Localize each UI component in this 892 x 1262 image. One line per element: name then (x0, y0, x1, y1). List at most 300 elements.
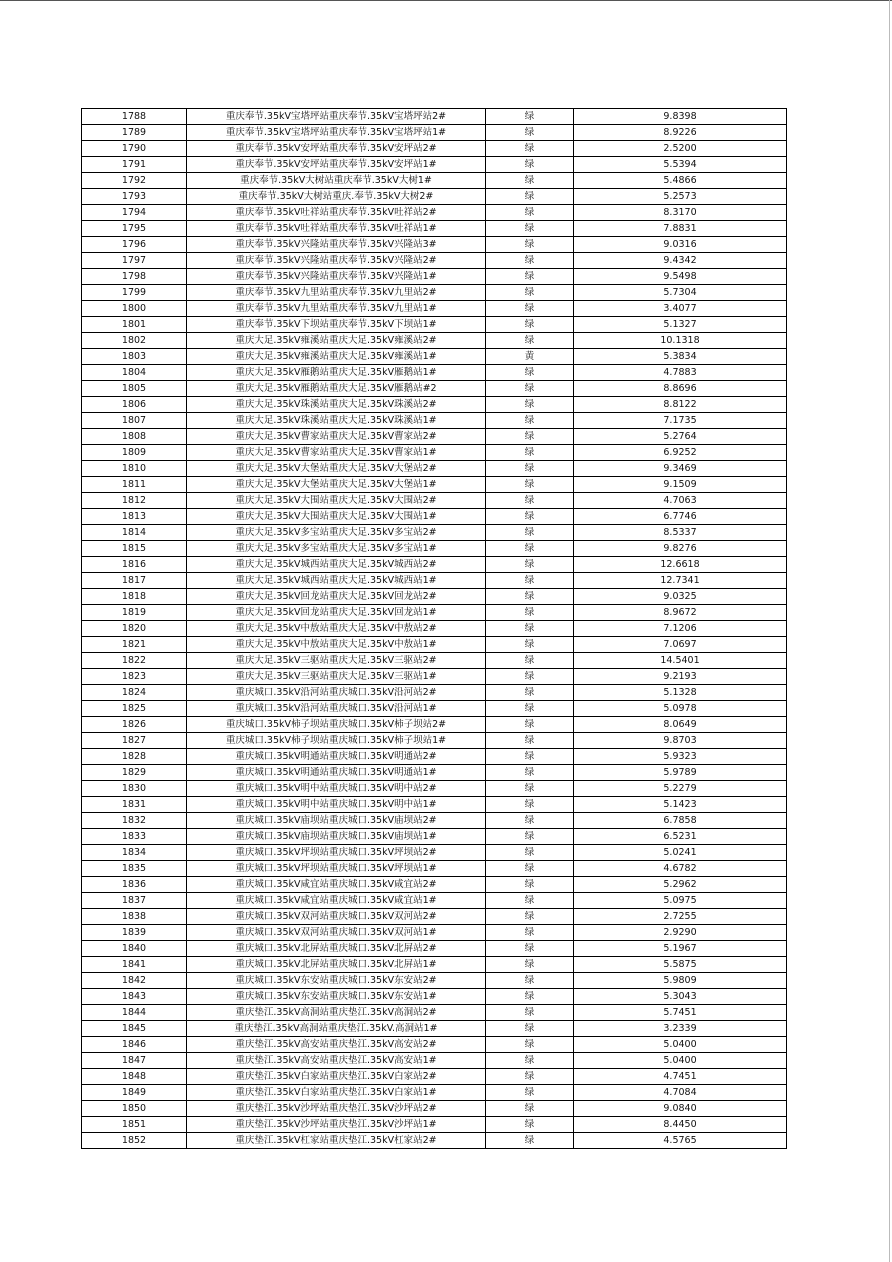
status-cell: 绿 (486, 509, 574, 525)
station-name-cell: 重庆垫江.35kV高安站重庆垫江.35kV高安站1# (187, 1053, 486, 1069)
value-cell: 5.3043 (574, 989, 787, 1005)
value-cell: 8.5337 (574, 525, 787, 541)
value-cell: 7.8831 (574, 221, 787, 237)
station-name-cell: 重庆垫江.35kV高洞站重庆垫江.35kV高洞站2# (187, 1005, 486, 1021)
row-index-cell: 1791 (82, 157, 187, 173)
table-row (82, 589, 787, 605)
row-index-cell: 1798 (82, 269, 187, 285)
status-cell: 绿 (486, 189, 574, 205)
status-cell: 绿 (486, 877, 574, 893)
value-cell: 9.4342 (574, 253, 787, 269)
value-cell: 8.8696 (574, 381, 787, 397)
row-index-cell: 1838 (82, 909, 187, 925)
status-cell: 绿 (486, 1085, 574, 1101)
status-cell: 绿 (486, 669, 574, 685)
value-cell: 5.4866 (574, 173, 787, 189)
status-cell: 绿 (486, 685, 574, 701)
table-row (82, 317, 787, 333)
value-cell: 5.1328 (574, 685, 787, 701)
station-name-cell: 重庆垫江.35kV沙坪站重庆垫江.35kV沙坪站1# (187, 1117, 486, 1133)
value-cell: 3.2339 (574, 1021, 787, 1037)
station-name-cell: 重庆大足.35kV城西站重庆大足.35kV城西站2# (187, 557, 486, 573)
value-cell: 14.5401 (574, 653, 787, 669)
value-cell: 4.6782 (574, 861, 787, 877)
row-index-cell: 1790 (82, 141, 187, 157)
row-index-cell: 1846 (82, 1037, 187, 1053)
status-cell: 绿 (486, 1133, 574, 1149)
status-cell: 绿 (486, 221, 574, 237)
table-row (82, 957, 787, 973)
status-cell: 绿 (486, 829, 574, 845)
value-cell: 9.0840 (574, 1101, 787, 1117)
status-cell: 绿 (486, 941, 574, 957)
table-row (82, 381, 787, 397)
value-cell: 9.8398 (574, 109, 787, 125)
status-cell: 绿 (486, 957, 574, 973)
row-index-cell: 1817 (82, 573, 187, 589)
table-row (82, 445, 787, 461)
row-index-cell: 1832 (82, 813, 187, 829)
value-cell: 5.7304 (574, 285, 787, 301)
table-row (82, 1005, 787, 1021)
value-cell: 5.7451 (574, 1005, 787, 1021)
status-cell: 绿 (486, 861, 574, 877)
table-row (82, 205, 787, 221)
station-name-cell: 重庆城口.35kV双河站重庆城口.35kV双河站1# (187, 925, 486, 941)
value-cell: 5.2573 (574, 189, 787, 205)
status-cell: 绿 (486, 141, 574, 157)
station-name-cell: 重庆城口.35kV明中站重庆城口.35kV明中站1# (187, 797, 486, 813)
table-row (82, 125, 787, 141)
station-name-cell: 重庆奉节.35kV宝塔坪站重庆奉节.35kV宝塔坪站1# (187, 125, 486, 141)
station-name-cell: 重庆奉节.35kV吐祥站重庆奉节.35kV吐祥站1# (187, 221, 486, 237)
status-cell: 绿 (486, 493, 574, 509)
value-cell: 5.9323 (574, 749, 787, 765)
table-row (82, 397, 787, 413)
status-cell: 绿 (486, 749, 574, 765)
station-name-cell: 重庆奉节.35kV吐祥站重庆奉节.35kV吐祥站2# (187, 205, 486, 221)
station-name-cell: 重庆垫江.35kV白家站重庆垫江.35kV白家站2# (187, 1069, 486, 1085)
data-table (81, 108, 787, 1149)
table-row (82, 237, 787, 253)
page-top-border (0, 0, 892, 1)
row-index-cell: 1795 (82, 221, 187, 237)
status-cell: 绿 (486, 765, 574, 781)
row-index-cell: 1837 (82, 893, 187, 909)
value-cell: 7.0697 (574, 637, 787, 653)
value-cell: 5.0400 (574, 1037, 787, 1053)
status-cell: 绿 (486, 621, 574, 637)
station-name-cell: 重庆城口.35kV明中站重庆城口.35kV明中站2# (187, 781, 486, 797)
status-cell: 绿 (486, 797, 574, 813)
row-index-cell: 1820 (82, 621, 187, 637)
station-name-cell: 重庆大足.35kV雁鹅站重庆大足.35kV雁鹅站#2 (187, 381, 486, 397)
status-cell: 绿 (486, 429, 574, 445)
value-cell: 7.1206 (574, 621, 787, 637)
station-name-cell: 重庆城口.35kV坪坝站重庆城口.35kV坪坝站2# (187, 845, 486, 861)
table-row (82, 301, 787, 317)
value-cell: 9.5498 (574, 269, 787, 285)
value-cell: 5.5394 (574, 157, 787, 173)
station-name-cell: 重庆垫江.35kV沙坪站重庆垫江.35kV沙坪站2# (187, 1101, 486, 1117)
status-cell: 绿 (486, 557, 574, 573)
value-cell: 5.3834 (574, 349, 787, 365)
table-row (82, 157, 787, 173)
table-row (82, 733, 787, 749)
station-name-cell: 重庆大足.35kV回龙站重庆大足.35kV回龙站1# (187, 605, 486, 621)
station-name-cell: 重庆垫江.35kV白家站重庆垫江.35kV白家站1# (187, 1085, 486, 1101)
station-name-cell: 重庆城口.35kV东安站重庆城口.35kV东安站2# (187, 973, 486, 989)
value-cell: 5.1423 (574, 797, 787, 813)
table-row (82, 1037, 787, 1053)
status-cell: 绿 (486, 637, 574, 653)
table-row (82, 477, 787, 493)
table-row (82, 621, 787, 637)
row-index-cell: 1794 (82, 205, 187, 221)
row-index-cell: 1799 (82, 285, 187, 301)
row-index-cell: 1801 (82, 317, 187, 333)
table-row (82, 781, 787, 797)
table-row (82, 717, 787, 733)
station-name-cell: 重庆奉节.35kV九里站重庆奉节.35kV九里站2# (187, 285, 486, 301)
table-row (82, 1085, 787, 1101)
status-cell: 绿 (486, 1101, 574, 1117)
row-index-cell: 1828 (82, 749, 187, 765)
status-cell: 绿 (486, 333, 574, 349)
row-index-cell: 1823 (82, 669, 187, 685)
row-index-cell: 1808 (82, 429, 187, 445)
table-row (82, 493, 787, 509)
station-name-cell: 重庆垫江.35kV高安站重庆垫江.35kV高安站2# (187, 1037, 486, 1053)
status-cell: 绿 (486, 205, 574, 221)
value-cell: 5.2962 (574, 877, 787, 893)
value-cell: 6.7858 (574, 813, 787, 829)
row-index-cell: 1797 (82, 253, 187, 269)
table-row (82, 1069, 787, 1085)
row-index-cell: 1818 (82, 589, 187, 605)
station-name-cell: 重庆奉节.35kV大树站重庆.奉节.35kV大树2# (187, 189, 486, 205)
table-row (82, 461, 787, 477)
status-cell: 绿 (486, 157, 574, 173)
status-cell: 绿 (486, 365, 574, 381)
table-row (82, 973, 787, 989)
row-index-cell: 1788 (82, 109, 187, 125)
table-row (82, 541, 787, 557)
status-cell: 绿 (486, 125, 574, 141)
row-index-cell: 1813 (82, 509, 187, 525)
station-name-cell: 重庆大足.35kV雁鹅站重庆大足.35kV雁鹅站1# (187, 365, 486, 381)
status-cell: 绿 (486, 397, 574, 413)
table-row (82, 765, 787, 781)
table-row (82, 173, 787, 189)
row-index-cell: 1850 (82, 1101, 187, 1117)
table-row (82, 349, 787, 365)
value-cell: 9.8276 (574, 541, 787, 557)
station-name-cell: 重庆城口.35kV庙坝站重庆城口.35kV庙坝站2# (187, 813, 486, 829)
station-name-cell: 重庆大足.35kV多宝站重庆大足.35kV多宝站2# (187, 525, 486, 541)
status-cell: 绿 (486, 701, 574, 717)
station-name-cell: 重庆奉节.35kV下坝站重庆奉节.35kV下坝站1# (187, 317, 486, 333)
table-row (82, 109, 787, 125)
table-row (82, 573, 787, 589)
row-index-cell: 1805 (82, 381, 187, 397)
table-row (82, 941, 787, 957)
station-name-cell: 重庆城口.35kV双河站重庆城口.35kV双河站2# (187, 909, 486, 925)
station-name-cell: 重庆大足.35kV大堡站重庆大足.35kV大堡站2# (187, 461, 486, 477)
value-cell: 7.1735 (574, 413, 787, 429)
status-cell: 绿 (486, 1053, 574, 1069)
row-index-cell: 1845 (82, 1021, 187, 1037)
table-row (82, 637, 787, 653)
status-cell: 绿 (486, 813, 574, 829)
table-row (82, 653, 787, 669)
row-index-cell: 1809 (82, 445, 187, 461)
status-cell: 绿 (486, 461, 574, 477)
status-cell: 绿 (486, 381, 574, 397)
value-cell: 8.8122 (574, 397, 787, 413)
value-cell: 9.0316 (574, 237, 787, 253)
station-name-cell: 重庆奉节.35kV大树站重庆奉节.35kV大树1# (187, 173, 486, 189)
status-cell: 绿 (486, 269, 574, 285)
value-cell: 5.0978 (574, 701, 787, 717)
station-name-cell: 重庆城口.35kV咸宜站重庆城口.35kV咸宜站1# (187, 893, 486, 909)
station-name-cell: 重庆城口.35kV柿子坝站重庆城口.35kV柿子坝站1# (187, 733, 486, 749)
status-cell: 绿 (486, 1117, 574, 1133)
table-row (82, 685, 787, 701)
row-index-cell: 1815 (82, 541, 187, 557)
value-cell: 5.9789 (574, 765, 787, 781)
row-index-cell: 1841 (82, 957, 187, 973)
station-name-cell: 重庆大足.35kV中敖站重庆大足.35kV中敖站1# (187, 637, 486, 653)
station-name-cell: 重庆城口.35kV咸宜站重庆城口.35kV咸宜站2# (187, 877, 486, 893)
value-cell: 2.9290 (574, 925, 787, 941)
status-cell: 绿 (486, 525, 574, 541)
value-cell: 5.0975 (574, 893, 787, 909)
table-row (82, 1053, 787, 1069)
status-cell: 绿 (486, 653, 574, 669)
row-index-cell: 1830 (82, 781, 187, 797)
station-name-cell: 重庆奉节.35kV安坪站重庆奉节.35kV安坪站2# (187, 141, 486, 157)
row-index-cell: 1803 (82, 349, 187, 365)
table-row (82, 669, 787, 685)
value-cell: 5.1327 (574, 317, 787, 333)
row-index-cell: 1819 (82, 605, 187, 621)
status-cell: 绿 (486, 301, 574, 317)
value-cell: 5.0400 (574, 1053, 787, 1069)
value-cell: 3.4077 (574, 301, 787, 317)
row-index-cell: 1824 (82, 685, 187, 701)
table-row (82, 413, 787, 429)
status-cell: 绿 (486, 1037, 574, 1053)
station-name-cell: 重庆城口.35kV明通站重庆城口.35kV明通站2# (187, 749, 486, 765)
value-cell: 8.9226 (574, 125, 787, 141)
row-index-cell: 1826 (82, 717, 187, 733)
station-name-cell: 重庆垫江.35kV杠家站重庆垫江.35kV杠家站2# (187, 1133, 486, 1149)
table-row (82, 1101, 787, 1117)
value-cell: 8.3170 (574, 205, 787, 221)
row-index-cell: 1812 (82, 493, 187, 509)
station-name-cell: 重庆城口.35kV北屏站重庆城口.35kV北屏站2# (187, 941, 486, 957)
row-index-cell: 1811 (82, 477, 187, 493)
station-name-cell: 重庆奉节.35kV安坪站重庆奉节.35kV安坪站1# (187, 157, 486, 173)
row-index-cell: 1822 (82, 653, 187, 669)
row-index-cell: 1810 (82, 461, 187, 477)
row-index-cell: 1849 (82, 1085, 187, 1101)
table-row (82, 525, 787, 541)
row-index-cell: 1792 (82, 173, 187, 189)
station-name-cell: 重庆大足.35kV曹家站重庆大足.35kV曹家站2# (187, 429, 486, 445)
table-row (82, 365, 787, 381)
status-cell: 绿 (486, 477, 574, 493)
value-cell: 5.5875 (574, 957, 787, 973)
row-index-cell: 1831 (82, 797, 187, 813)
station-name-cell: 重庆奉节.35kV宝塔坪站重庆奉节.35kV宝塔坪站2# (187, 109, 486, 125)
table-row (82, 253, 787, 269)
status-cell: 绿 (486, 1005, 574, 1021)
value-cell: 10.1318 (574, 333, 787, 349)
row-index-cell: 1848 (82, 1069, 187, 1085)
table-row (82, 1117, 787, 1133)
value-cell: 6.5231 (574, 829, 787, 845)
status-cell: 绿 (486, 317, 574, 333)
table-row (82, 989, 787, 1005)
station-name-cell: 重庆大足.35kV大围站重庆大足.35kV大围站2# (187, 493, 486, 509)
status-cell: 绿 (486, 717, 574, 733)
value-cell: 9.3469 (574, 461, 787, 477)
table-row (82, 797, 787, 813)
row-index-cell: 1807 (82, 413, 187, 429)
station-name-cell: 重庆大足.35kV多宝站重庆大足.35kV多宝站1# (187, 541, 486, 557)
row-index-cell: 1825 (82, 701, 187, 717)
table-row (82, 189, 787, 205)
table-body (82, 109, 787, 1149)
status-cell: 绿 (486, 109, 574, 125)
row-index-cell: 1836 (82, 877, 187, 893)
station-name-cell: 重庆城口.35kV明通站重庆城口.35kV明通站1# (187, 765, 486, 781)
value-cell: 4.7084 (574, 1085, 787, 1101)
row-index-cell: 1844 (82, 1005, 187, 1021)
status-cell: 绿 (486, 909, 574, 925)
value-cell: 6.7746 (574, 509, 787, 525)
table-row (82, 141, 787, 157)
page-right-border (889, 0, 890, 1262)
station-name-cell: 重庆奉节.35kV兴隆站重庆奉节.35kV兴隆站1# (187, 269, 486, 285)
station-name-cell: 重庆大足.35kV三驱站重庆大足.35kV三驱站2# (187, 653, 486, 669)
station-name-cell: 重庆城口.35kV东安站重庆城口.35kV东安站1# (187, 989, 486, 1005)
value-cell: 9.0325 (574, 589, 787, 605)
value-cell: 5.2764 (574, 429, 787, 445)
table-row (82, 1021, 787, 1037)
row-index-cell: 1840 (82, 941, 187, 957)
table-row (82, 893, 787, 909)
row-index-cell: 1839 (82, 925, 187, 941)
station-name-cell: 重庆大足.35kV曹家站重庆大足.35kV曹家站1# (187, 445, 486, 461)
table-row (82, 701, 787, 717)
status-cell: 绿 (486, 445, 574, 461)
value-cell: 4.5765 (574, 1133, 787, 1149)
status-cell: 绿 (486, 237, 574, 253)
status-cell: 绿 (486, 925, 574, 941)
status-cell: 绿 (486, 1021, 574, 1037)
station-name-cell: 重庆城口.35kV沿河站重庆城口.35kV沿河站1# (187, 701, 486, 717)
value-cell: 9.2193 (574, 669, 787, 685)
station-name-cell: 重庆大足.35kV三驱站重庆大足.35kV三驱站1# (187, 669, 486, 685)
status-cell: 绿 (486, 413, 574, 429)
table-row (82, 605, 787, 621)
station-name-cell: 重庆大足.35kV珠溪站重庆大足.35kV珠溪站1# (187, 413, 486, 429)
status-cell: 绿 (486, 173, 574, 189)
row-index-cell: 1829 (82, 765, 187, 781)
value-cell: 2.7255 (574, 909, 787, 925)
status-cell: 绿 (486, 541, 574, 557)
status-cell: 绿 (486, 973, 574, 989)
station-name-cell: 重庆大足.35kV大围站重庆大足.35kV大围站1# (187, 509, 486, 525)
status-cell: 绿 (486, 285, 574, 301)
table-row (82, 221, 787, 237)
row-index-cell: 1847 (82, 1053, 187, 1069)
row-index-cell: 1789 (82, 125, 187, 141)
status-cell: 绿 (486, 733, 574, 749)
table-row (82, 429, 787, 445)
status-cell: 绿 (486, 781, 574, 797)
table-row (82, 1133, 787, 1149)
station-name-cell: 重庆垫江.35kV高洞站重庆垫江.35kV.高洞站1# (187, 1021, 486, 1037)
value-cell: 9.8703 (574, 733, 787, 749)
row-index-cell: 1816 (82, 557, 187, 573)
value-cell: 8.9672 (574, 605, 787, 621)
value-cell: 2.5200 (574, 141, 787, 157)
value-cell: 9.1509 (574, 477, 787, 493)
value-cell: 8.4450 (574, 1117, 787, 1133)
station-name-cell: 重庆大足.35kV雍溪站重庆大足.35kV雍溪站1# (187, 349, 486, 365)
table-row (82, 829, 787, 845)
table-row (82, 269, 787, 285)
status-cell: 绿 (486, 1069, 574, 1085)
row-index-cell: 1834 (82, 845, 187, 861)
row-index-cell: 1800 (82, 301, 187, 317)
table-row (82, 333, 787, 349)
value-cell: 6.9252 (574, 445, 787, 461)
status-cell: 绿 (486, 589, 574, 605)
value-cell: 12.6618 (574, 557, 787, 573)
station-name-cell: 重庆城口.35kV北屏站重庆城口.35kV北屏站1# (187, 957, 486, 973)
row-index-cell: 1814 (82, 525, 187, 541)
table-row (82, 557, 787, 573)
value-cell: 5.2279 (574, 781, 787, 797)
value-cell: 4.7883 (574, 365, 787, 381)
status-cell: 绿 (486, 845, 574, 861)
value-cell: 4.7451 (574, 1069, 787, 1085)
status-cell: 绿 (486, 605, 574, 621)
row-index-cell: 1796 (82, 237, 187, 253)
table-row (82, 749, 787, 765)
row-index-cell: 1821 (82, 637, 187, 653)
row-index-cell: 1851 (82, 1117, 187, 1133)
table-row (82, 509, 787, 525)
value-cell: 5.0241 (574, 845, 787, 861)
station-name-cell: 重庆奉节.35kV兴隆站重庆奉节.35kV兴隆站3# (187, 237, 486, 253)
row-index-cell: 1804 (82, 365, 187, 381)
status-cell: 绿 (486, 989, 574, 1005)
station-name-cell: 重庆城口.35kV庙坝站重庆城口.35kV庙坝站1# (187, 829, 486, 845)
row-index-cell: 1843 (82, 989, 187, 1005)
table-row (82, 861, 787, 877)
value-cell: 4.7063 (574, 493, 787, 509)
table-row (82, 909, 787, 925)
table-row (82, 285, 787, 301)
row-index-cell: 1833 (82, 829, 187, 845)
row-index-cell: 1852 (82, 1133, 187, 1149)
